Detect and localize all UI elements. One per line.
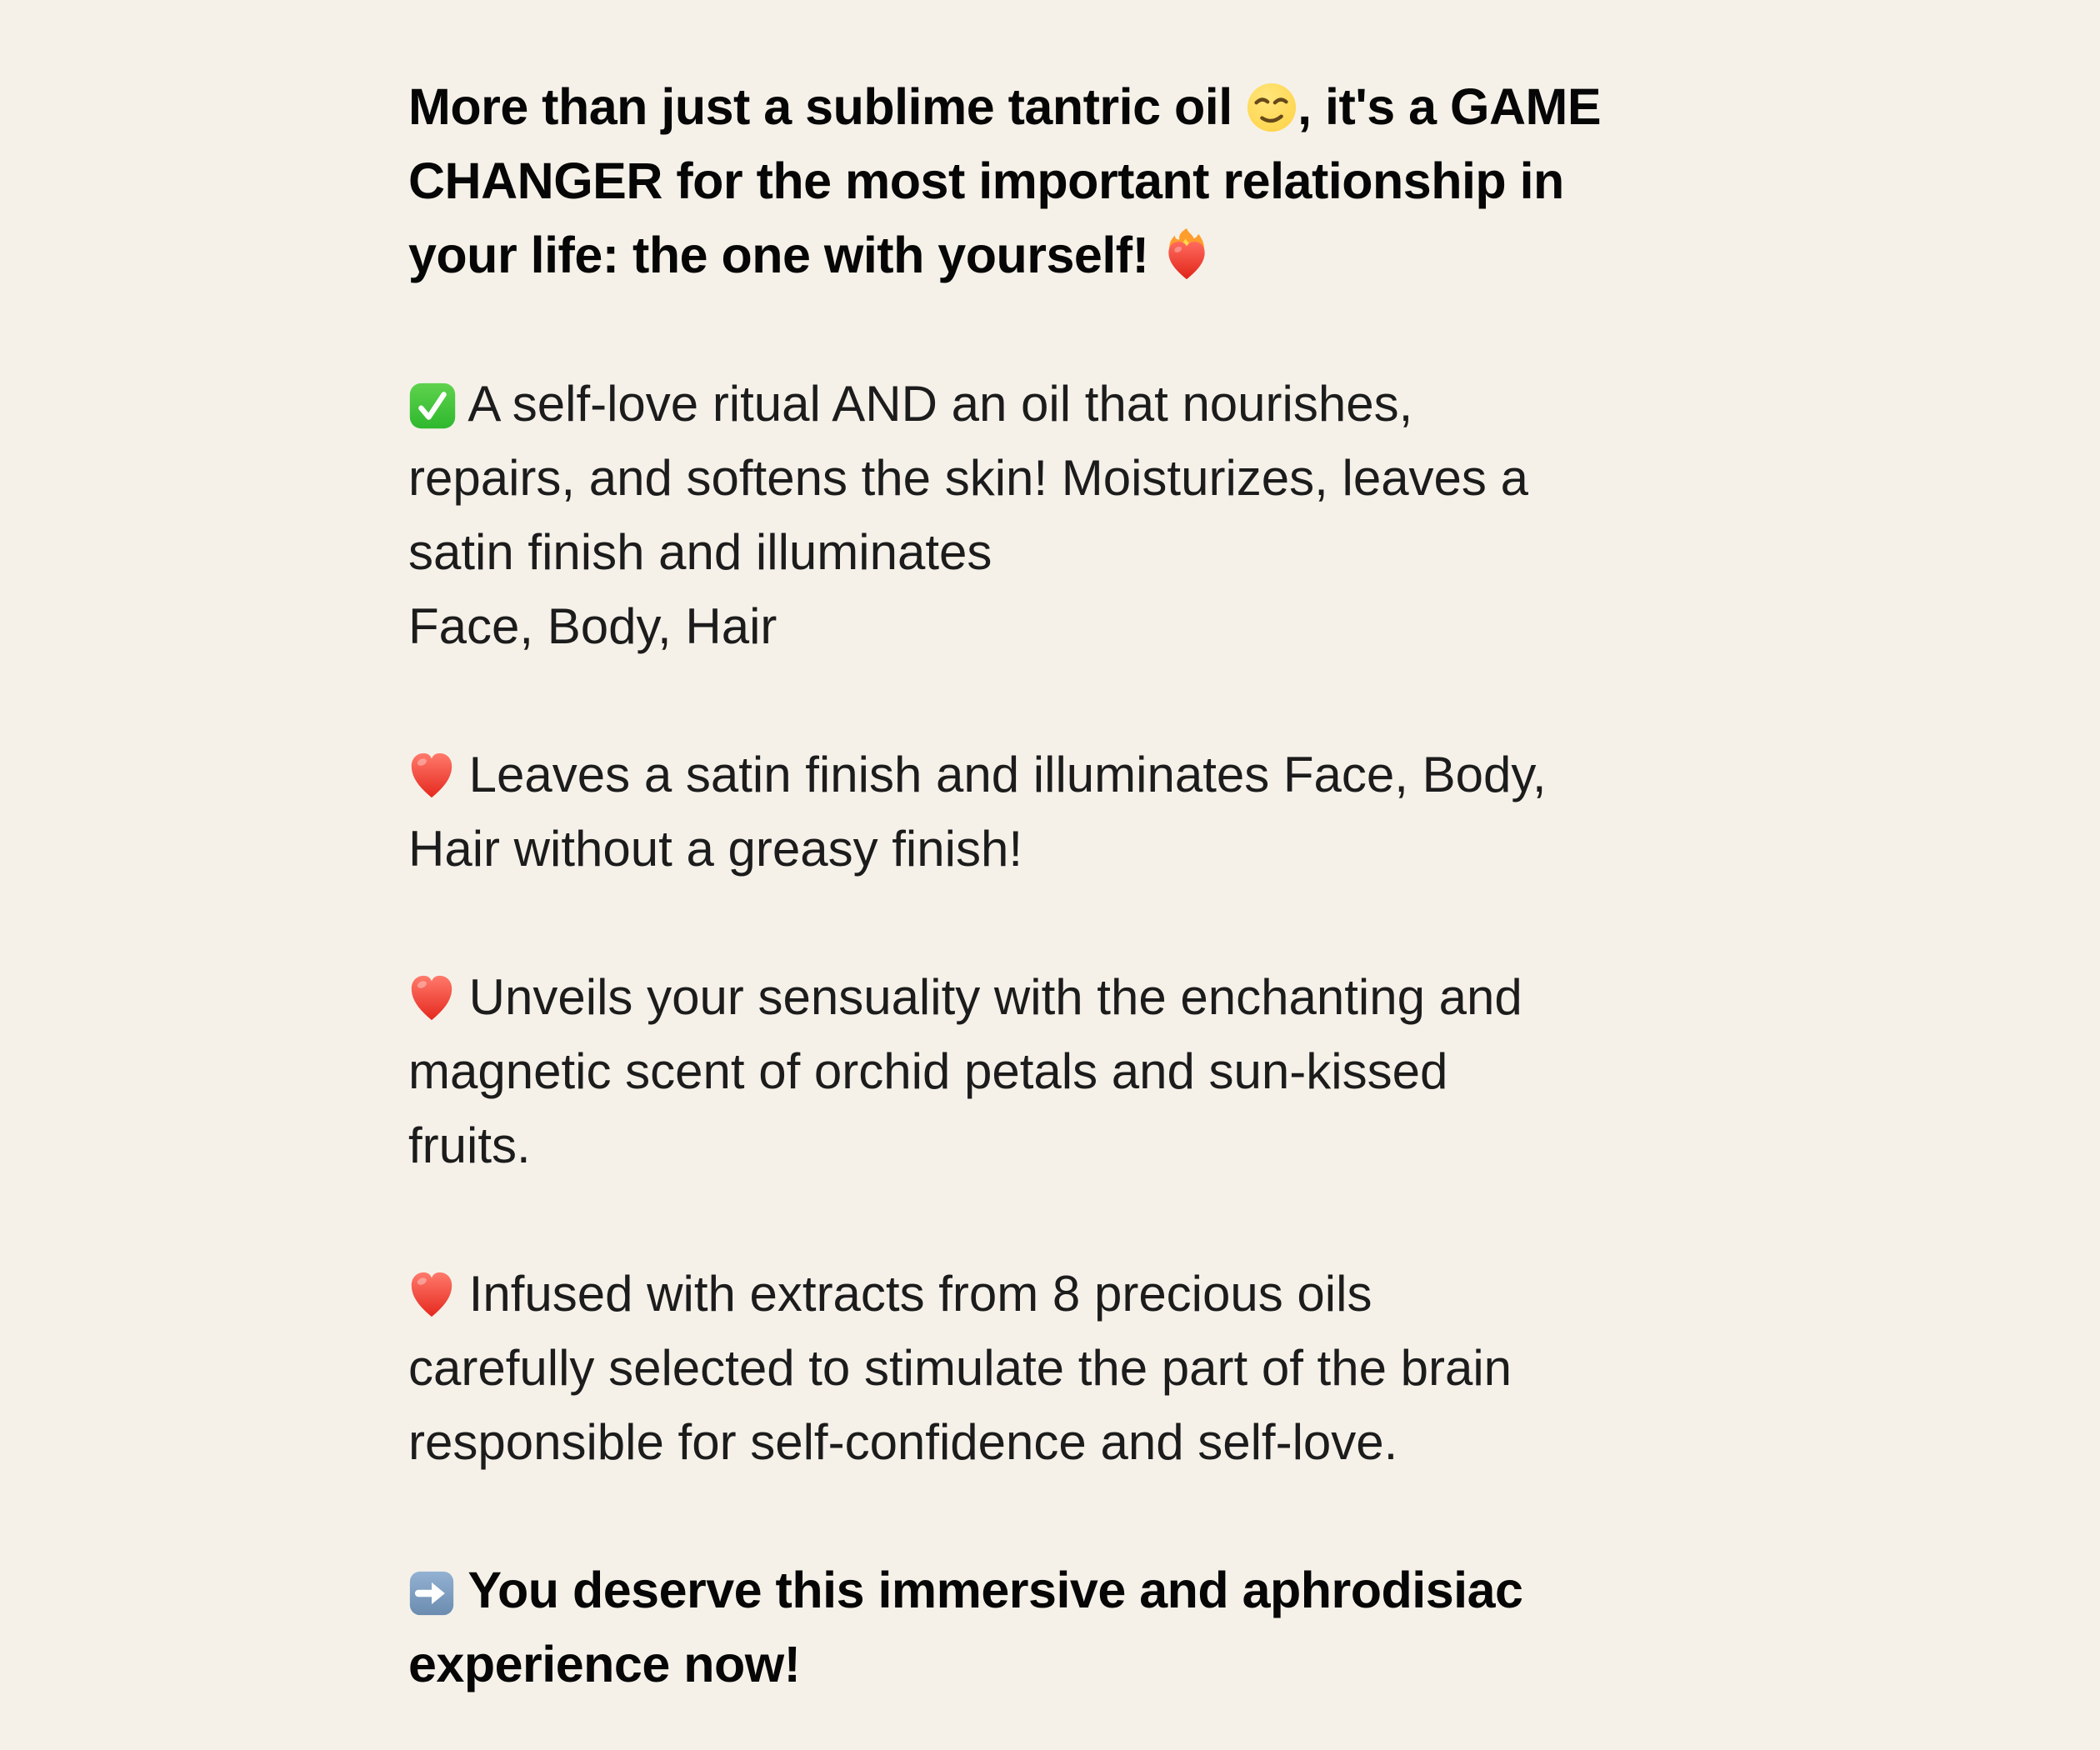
red-heart-icon [408,1270,455,1320]
text-line [408,1257,1601,1331]
text-segment: More than just a sublime tantric oil [408,78,1247,135]
text-segment: magnetic scent of orchid petals and sun-kissed [408,1043,1448,1099]
text-line [408,589,1601,663]
text-segment: CHANGER for the most important relationship in [408,152,1564,209]
text-line [408,1553,1601,1628]
text-line [408,515,1601,589]
text-segment: your life: the one with yourself! [408,227,1162,283]
benefit-sensuality-scent [408,960,1601,1182]
text-line [408,812,1601,886]
text-line [408,1331,1601,1405]
benefit-satin-finish [408,738,1601,886]
benefit-precious-oils [408,1257,1601,1479]
text-line [408,218,1601,292]
text-segment: fruits. [408,1118,531,1173]
check-mark-icon [408,382,457,430]
cta-paragraph [408,1553,1601,1702]
text-segment: experience now! [408,1636,801,1692]
text-segment: responsible for self-confidence and self-love. [408,1414,1398,1470]
text-line [408,367,1601,441]
text-segment: repairs, and softens the skin! Moisturizes, leaves a [408,450,1528,506]
heading-paragraph [408,70,1601,292]
text-line [408,1628,1601,1702]
text-segment: Face, Body, Hair [408,598,778,654]
text-line [408,1405,1601,1479]
text-segment: You deserve this immersive and aphrodisiac [455,1562,1523,1618]
smirking-face-icon [1246,82,1298,133]
text-segment: Hair without a greasy finish! [408,821,1022,877]
text-line [408,1034,1601,1108]
text-line [408,1108,1601,1182]
text-line [408,738,1601,812]
text-line [408,144,1601,218]
text-segment: , it's a GAME [1298,78,1602,135]
text-segment: satin finish and illuminates [408,524,992,580]
heart-on-fire-icon [1162,228,1211,282]
text-line [408,70,1601,144]
text-segment: carefully selected to stimulate the part of the brain [408,1340,1512,1396]
text-segment: Leaves a satin finish and illuminates Face, Body, [455,747,1547,802]
text-line [408,960,1601,1034]
right-arrow-icon [408,1570,455,1617]
text-segment: A self-love ritual AND an oil that nourishes, [457,376,1413,432]
benefit-self-love-ritual [408,367,1601,663]
text-line [408,441,1601,515]
red-heart-icon [408,973,455,1023]
red-heart-icon [408,751,455,801]
description-text [408,70,1601,1702]
text-segment: Unveils your sensuality with the enchanting and [455,969,1522,1025]
text-segment: Infused with extracts from 8 precious oils [455,1266,1372,1322]
